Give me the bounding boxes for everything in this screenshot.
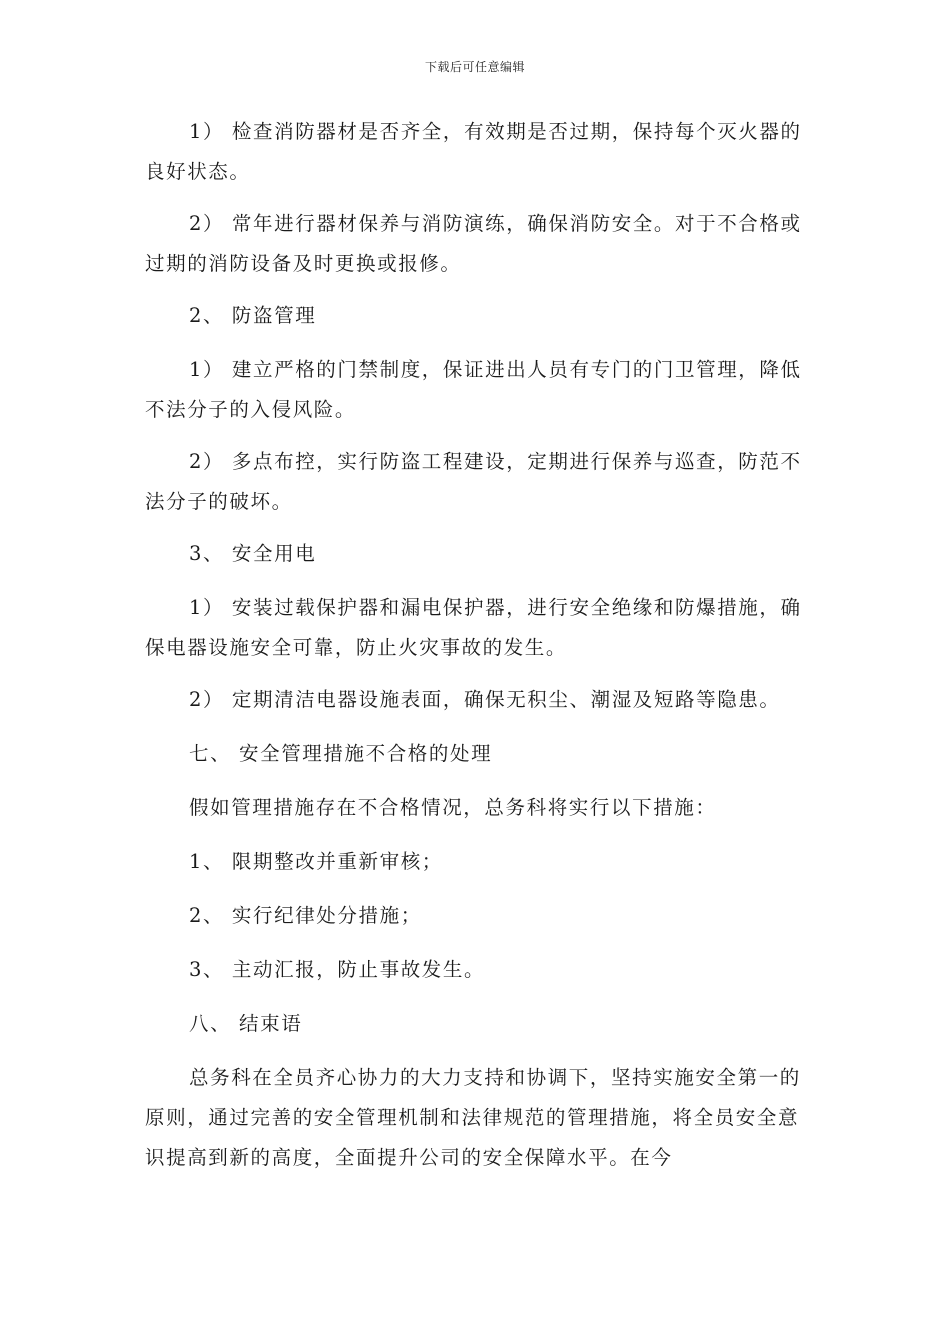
- section-heading-conclusion: 八、 结束语: [189, 1012, 303, 1035]
- list-item-discipline: 2、 实行纪律处分措施；: [189, 904, 422, 927]
- section-heading-noncompliance: 七、 安全管理措施不合格的处理: [189, 742, 493, 765]
- paragraph-protectors-installation: 1） 安装过载保护器和漏电保护器，进行安全绝缘和防爆措施，确保电器设施安全可靠，防止火灾事故的发生。: [145, 596, 802, 659]
- list-item-report: 3、 主动汇报，防止事故发生。: [189, 958, 486, 981]
- paragraph-electrical-cleaning: 2） 定期清洁电器设施表面，确保无积尘、潮湿及短路等隐患。: [189, 688, 781, 711]
- section-heading-electrical-safety: 3、 安全用电: [189, 542, 317, 565]
- list-item-rectify: 1、 限期整改并重新审核；: [189, 850, 443, 873]
- page-header: 下载后可任意编辑: [424, 60, 525, 74]
- paragraph-conclusion: 总务科在全员齐心协力的大力支持和协调下，坚持实施安全第一的原则，通过完善的安全管理机制和法律规范的管理措施，将全员安全意识提高到新的高度，全面提升公司的安全保障水平。在今: [145, 1066, 801, 1169]
- paragraph-fire-maintenance: 2） 常年进行器材保养与消防演练，确保消防安全。对于不合格或过期的消防设备及时更换或报修。: [145, 212, 802, 275]
- paragraph-noncompliance-intro: 假如管理措施存在不合格情况，总务科将实行以下措施：: [189, 796, 717, 819]
- section-heading-theft-prevention: 2、 防盗管理: [189, 304, 317, 327]
- paragraph-multi-point-control: 2） 多点布控，实行防盗工程建设，定期进行保养与巡查，防范不法分子的破坏。: [145, 450, 802, 513]
- paragraph-access-control: 1） 建立严格的门禁制度，保证进出人员有专门的门卫管理，降低不法分子的入侵风险。: [145, 358, 802, 421]
- paragraph-fire-equipment-check: 1） 检查消防器材是否齐全，有效期是否过期，保持每个灭火器的良好状态。: [145, 120, 802, 183]
